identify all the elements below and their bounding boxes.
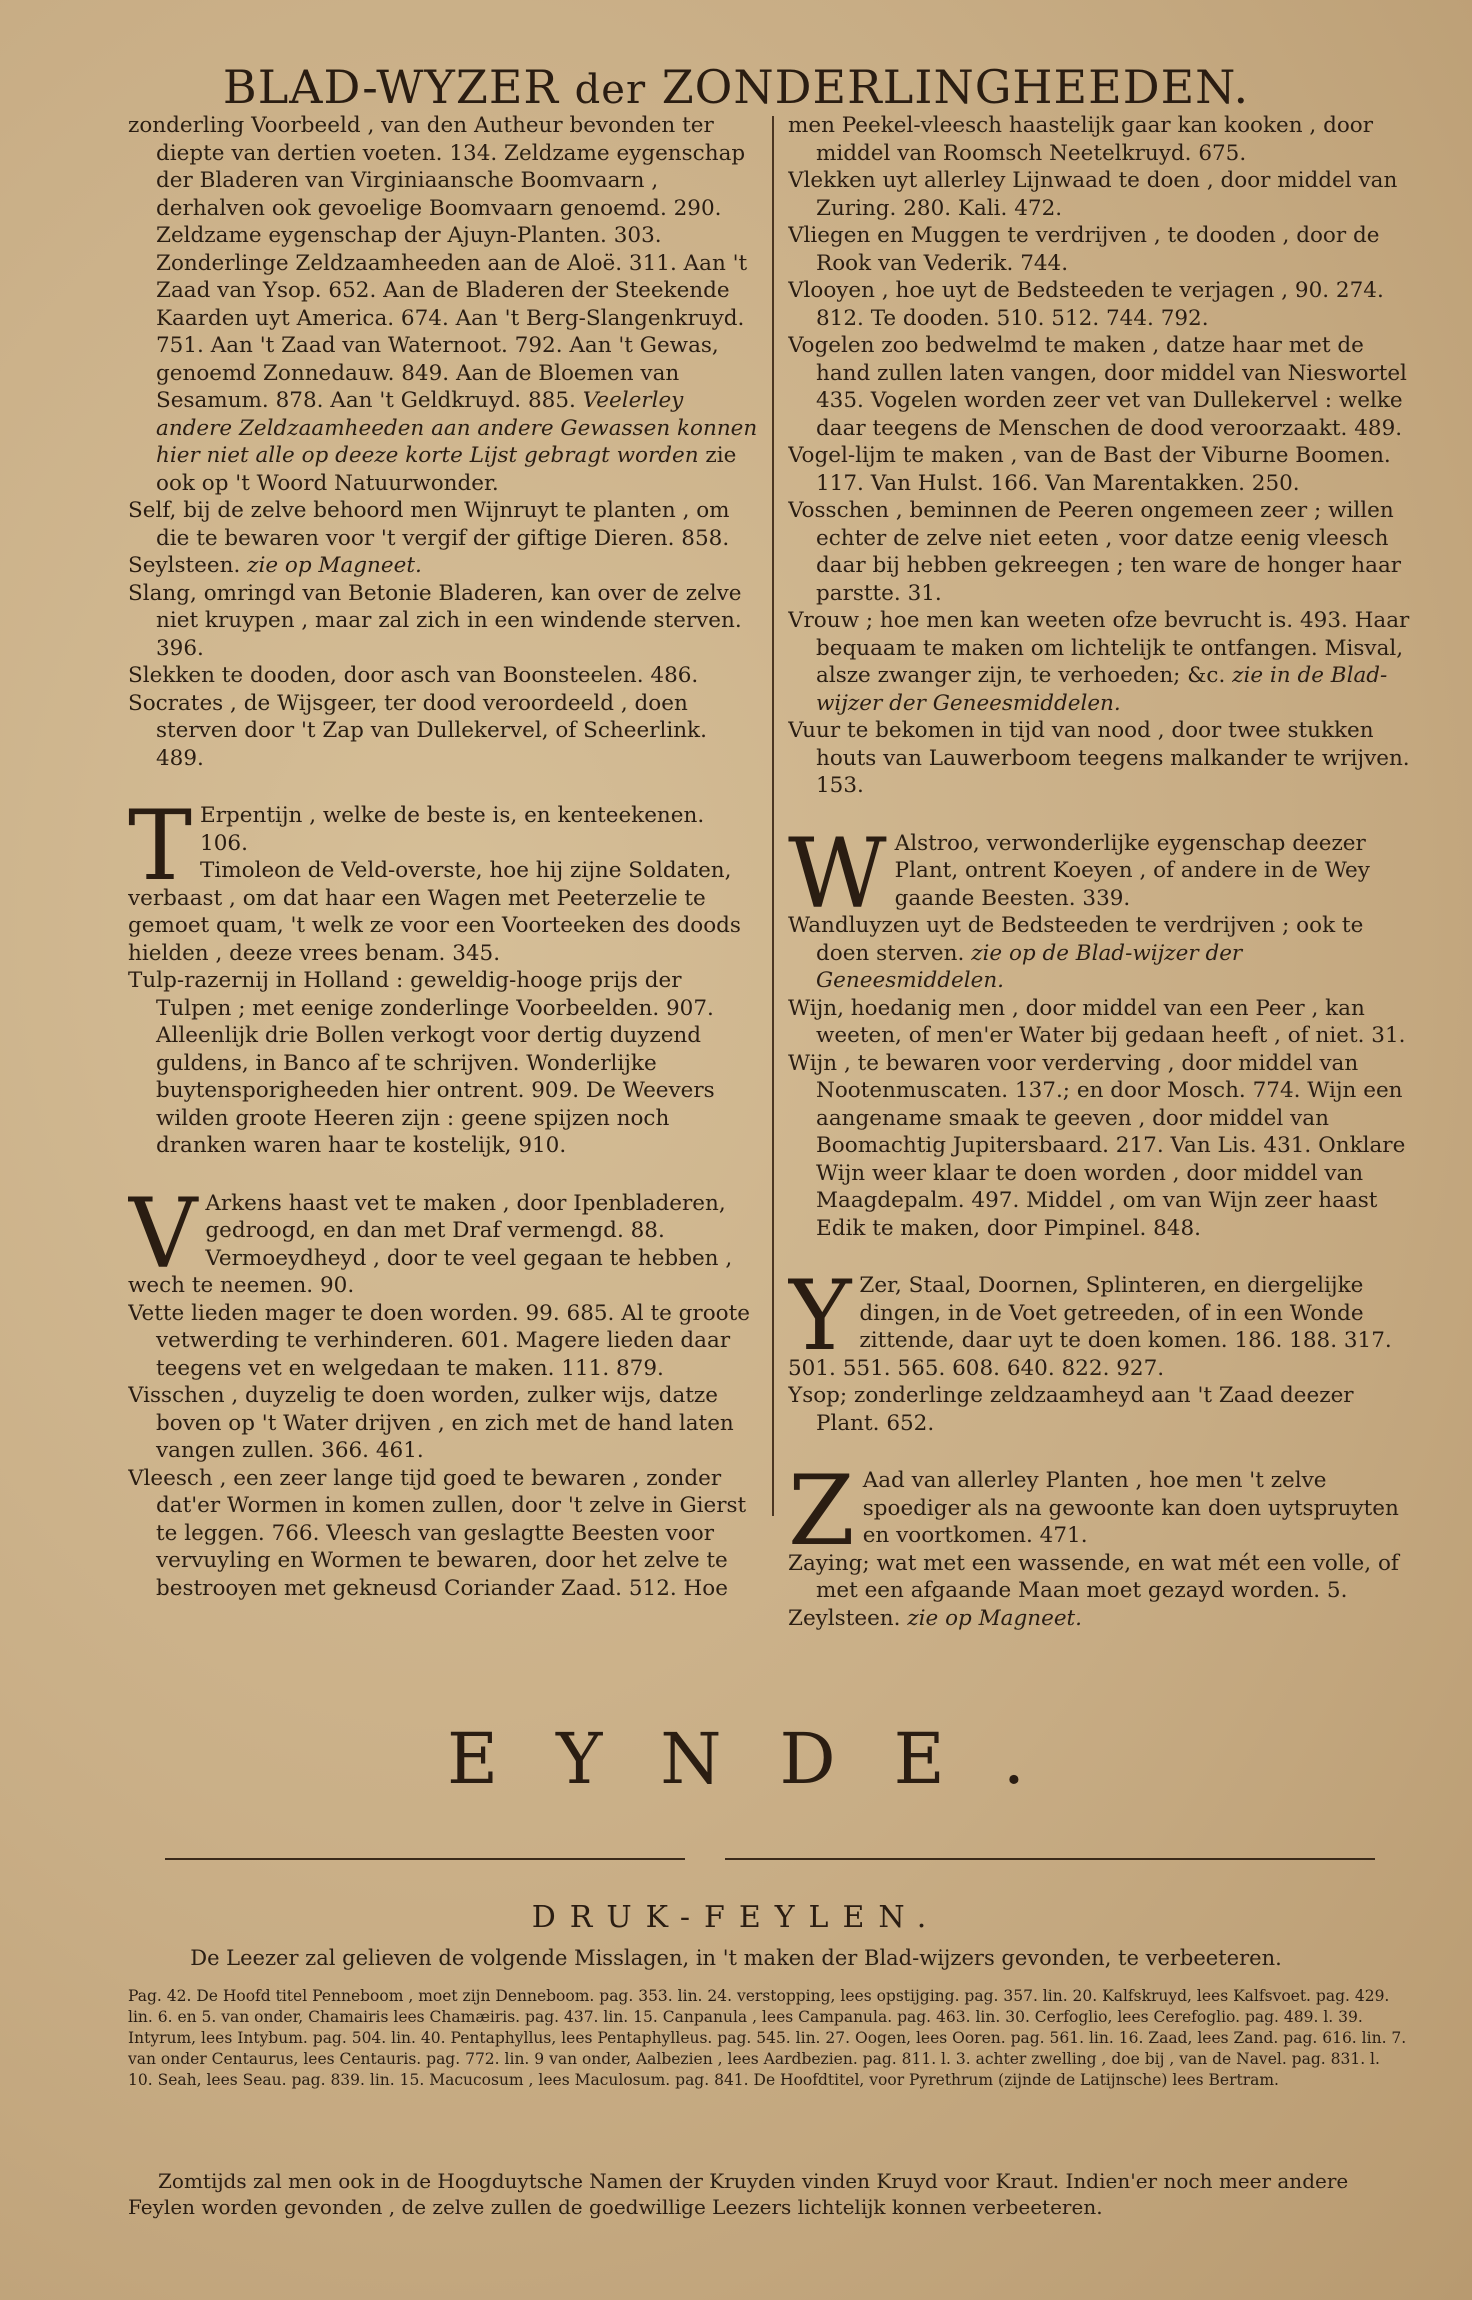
index-entry: Vlekken uyt allerley Lijnwaad te doen , door middel van Zuring. 280. Kali. 472.	[788, 168, 1398, 221]
errata-closing: Zomtijds zal men ook in de Hoogduytsche Namen der Kruyden vinden Kruyd voor Kraut. Indien'er noch meer andere Feylen worden gevonden , de zelve zullen de goedwillige Leezers lichtelijk konnen verbeeteren.	[128, 2169, 1349, 2219]
index-entry: Vliegen en Muggen te verdrijven , te dooden , door de Rook van Vederik. 744.	[788, 223, 1380, 276]
section-z	[788, 1455, 1418, 1632]
left-column	[128, 112, 758, 1652]
column-divider	[772, 116, 774, 1516]
index-entry: Zer, Staal, Doornen, Splinteren, en diergelijke dingen, in de Voet getreeden, of in een Wonde zittende, daar uyt te doen komen. 186. 188. 317. 501. 551. 565. 608. 640. 822. 927.	[788, 1273, 1392, 1381]
title-main: BLAD-WYZER	[222, 60, 560, 114]
index-entry: Vosschen , beminnen de Peeren ongemeen zeer ; willen echter de zelve niet eeten , voor datze eenig vleesch daar bij hebben gekreegen ; ten ware de honger haar parstte. 31.	[788, 498, 1402, 606]
title-small: der	[574, 67, 647, 113]
index-entry: Wijn, hoedanig men , door middel van een Peer , kan weeten, of men'er Water bij gedaan heeft , of niet. 31.	[788, 995, 1406, 1048]
index-columns	[128, 112, 1408, 1742]
drop-cap-w: W	[788, 817, 887, 930]
index-entry: Wandluyzen uyt de Bedsteeden te verdrijven ; ook te doen sterven. zie op de Blad-wijzer der Geneesmiddelen.	[788, 913, 1364, 993]
index-entry: Vleesch , een zeer lange tijd goed te bewaren , zonder dat'er Wormen in komen zullen, door 't zelve in Gierst te leggen. 766. Vleesch van geslagtte Beesten voor vervuyling en Wormen te bewaren, door het zelve te bestrooyen met gekneusd Coriander Zaad. 512. Hoe	[128, 1465, 747, 1601]
index-entry: Arkens haast vet te maken , door Ipenbladeren, gedroogd, en dan met Draf vermengd. 88.	[205, 1190, 726, 1243]
index-entry: Vuur te bekomen in tijd van nood , door twee stukken houts van Lauwerboom teegens malkander te wrijven. 153.	[788, 718, 1410, 798]
title-rest: ZONDERLINGHEEDEN.	[661, 60, 1250, 114]
index-entry: Self, bij de zelve behoord men Wijnruyt te planten , om die te bewaren voor 't vergif der giftige Dieren. 858.	[128, 498, 730, 551]
index-entry: Vermoeydheyd , door te veel gegaan te hebben , wech te neemen. 90.	[128, 1245, 733, 1298]
drop-cap-y: Y	[788, 1260, 852, 1372]
index-entry: Alstroo, verwonderlijke eygenschap deezer Plant, ontrent Koeyen , of andere in de Wey gaande Beesten. 339.	[894, 830, 1370, 911]
errata-title: DRUK-FEYLEN.	[531, 1900, 941, 1935]
errata-list: Pag. 42. De Hoofd titel Penneboom , moet zijn Denneboom. pag. 353. lin. 24. verstopping, lees opstijging. pag. 357. lin. 20. Kalfskruyd, lees Kalfsvoet. pag. 429. lin. 6. en 5. van onder, Chamairis lees Chamæiris. pag. 437. lin. 15. Canpanula , lees Campanula. pag. 463. lin. 30. Cerfoglio, lees Cerefoglio. pag. 489. l. 39. Intyrum, lees Intybum. pag. 504. lin. 40. Pentaphyllus, lees Pentaphylleus. pag. 545. lin. 27. Oogen, lees Ooren. pag. 561. lin. 16. Zaad, lees Zand. pag. 616. lin. 7. van onder Centaurus, lees Centauris. pag. 772. lin. 9 van onder, Aalbezien , lees Aardbezien. pag. 811. l. 3. achter zwelling , doe bij , van de Navel. pag. 831. l. 10. Seah, lees Seau. pag. 839. lin. 15. Macucosum , lees Maculosum. pag. 841. De Hoofdtitel, voor Pyrethrum (zijnde de Latijnsche) lees Bertram.	[128, 1987, 1407, 2089]
drop-cap-t: T	[128, 790, 193, 902]
index-entry: Vrouw ; hoe men kan weeten ofze bevrucht is. 493. Haar bequaam te maken om lichtelijk te ontfangen. Misval, alsze zwanger zijn, te verhoeden; &c. zie in de Blad-wijzer der Geneesmiddelen.	[788, 608, 1410, 716]
index-entry: Wijn , te bewaren voor verderving , door middel van Nootenmuscaten. 137.; en door Mosch. 774. Wijn een aangename smaak te geeven , door middel van Boomachtig Jupitersbaard. 217. Van Lis. 431. Onklare Wijn weer klaar te doen worden , door middel van Maagdepalm. 497. Middel , om van Wijn zeer haast Edik te maken, door Pimpinel. 848.	[788, 1050, 1406, 1241]
drop-cap-v: V	[128, 1177, 198, 1290]
errata-intro: De Leezer zal gelieven de volgende Misslagen, in 't maken der Blad-wijzers gevonden, te verbeeteren.	[190, 1946, 1282, 1970]
index-entry: Zaying; wat met een wassende, en wat mét een volle, of met een afgaande Maan moet gezayd worden. 5.	[788, 1550, 1399, 1603]
section-t	[128, 790, 758, 1160]
section-w	[788, 817, 1418, 1243]
index-entry: Timoleon de Veld-overste, hoe hij zijne Soldaten, verbaast , om dat haar een Wagen met Peeterzelie te gemoet quam, 't welk ze voor een Voorteeken des doods hielden , deeze vrees benam. 345.	[128, 858, 741, 966]
index-entry: Slekken te dooden, door asch van Boonsteelen. 486.	[128, 663, 699, 688]
index-entry: Vogel-lijm te maken , van de Bast der Viburne Boomen. 117. Van Hulst. 166. Van Marentakken. 250.	[788, 443, 1391, 496]
section-y	[788, 1260, 1418, 1437]
index-entry: Socrates , de Wijsgeer, ter dood veroordeeld , doen sterven door 't Zap van Dullekervel, of Scheerlink. 489.	[128, 690, 707, 771]
index-entry: Aad van allerley Planten , hoe men 't zelve spoediger als na gewoonte kan doen uytspruyten en voortkomen. 471.	[862, 1468, 1399, 1548]
index-entry: men Peekel-vleesch haastelijk gaar kan kooken , door middel van Roomsch Neetelkruyd. 675.	[788, 113, 1374, 166]
index-entry: Erpentijn , welke de beste is, en kenteekenen. 106.	[200, 803, 705, 856]
index-entry: Seylsteen. zie op Magneet.	[128, 553, 422, 578]
index-entry: zonderling Voorbeeld , van den Autheur bevonden ter diepte van dertien voeten. 134. Zeldzame eygenschap der Bladeren van Virginiaansche Boomvaarn , derhalven ook gevoelige Boomvaarn genoemd. 290. Zeldzame eygenschap der Ajuyn-Planten. 303. Zonderlinge Zeldzaamheeden aan de Aloë. 311. Aan 't Zaad van Ysop. 652. Aan de Bladeren der Steekende Kaarden uyt America. 674. Aan 't Berg-Slangenkruyd. 751. Aan 't Zaad van Waternoot. 792. Aan 't Gewas, genoemd Zonnedauw. 849. Aan de Bloemen van Sesamum. 878. Aan 't Geldkruyd. 885. Veelerley andere Zeldzaamheeden aan andere Gewassen konnen hier niet alle op deeze korte Lijst gebragt worden zie ook op 't Woord Natuurwonder.	[128, 113, 758, 496]
index-entry: Visschen , duyzelig te doen worden, zulker wijs, datze boven op 't Water drijven , en zich met de hand laten vangen zullen. 366. 461.	[128, 1383, 734, 1463]
index-entry: Vette lieden mager te doen worden. 99. 685. Al te groote vetwerding te verhinderen. 601. Magere lieden daar teegens vet en welgedaan te maken. 111. 879.	[128, 1300, 750, 1381]
index-entry: Vlooyen , hoe uyt de Bedsteeden te verjagen , 90. 274. 812. Te dooden. 510. 512. 744. 792.	[788, 278, 1384, 331]
index-entry: Vogelen zoo bedwelmd te maken , datze haar met de hand zullen laten vangen, door middel van Nieswortel 435. Vogelen worden zeer vet van Dullekervel : welke daar teegens de Menschen de dood veroorzaakt. 489.	[788, 333, 1407, 441]
right-column	[788, 112, 1418, 1652]
section-v	[128, 1177, 758, 1603]
divider-rule-right	[725, 1858, 1375, 1860]
page-title	[0, 60, 1472, 114]
drop-cap-z: Z	[788, 1455, 855, 1567]
divider-rule-left	[165, 1858, 685, 1860]
index-entry: Ysop; zonderlinge zeldzaamheyd aan 't Zaad deezer Plant. 652.	[788, 1383, 1354, 1436]
index-entry: Zeylsteen. zie op Magneet.	[788, 1605, 1083, 1631]
eynde-heading: EYNDE.	[446, 1718, 1084, 1800]
index-entry: Tulp-razernij in Holland : geweldig-hooge prijs der Tulpen ; met eenige zonderlinge Voorbeelden. 907. Alleenlijk drie Bollen verkogt voor dertig duyzend guldens, in Banco af te schrijven. Wonderlijke buytensporigheeden hier ontrent. 909. De Weevers wilden groote Heeren zijn : geene spijzen noch dranken waren haar te kostelijk, 910.	[128, 968, 715, 1158]
index-entry: Slang, omringd van Betonie Bladeren, kan over de zelve niet kruypen , maar zal zich in een windende sterven. 396.	[128, 580, 742, 661]
